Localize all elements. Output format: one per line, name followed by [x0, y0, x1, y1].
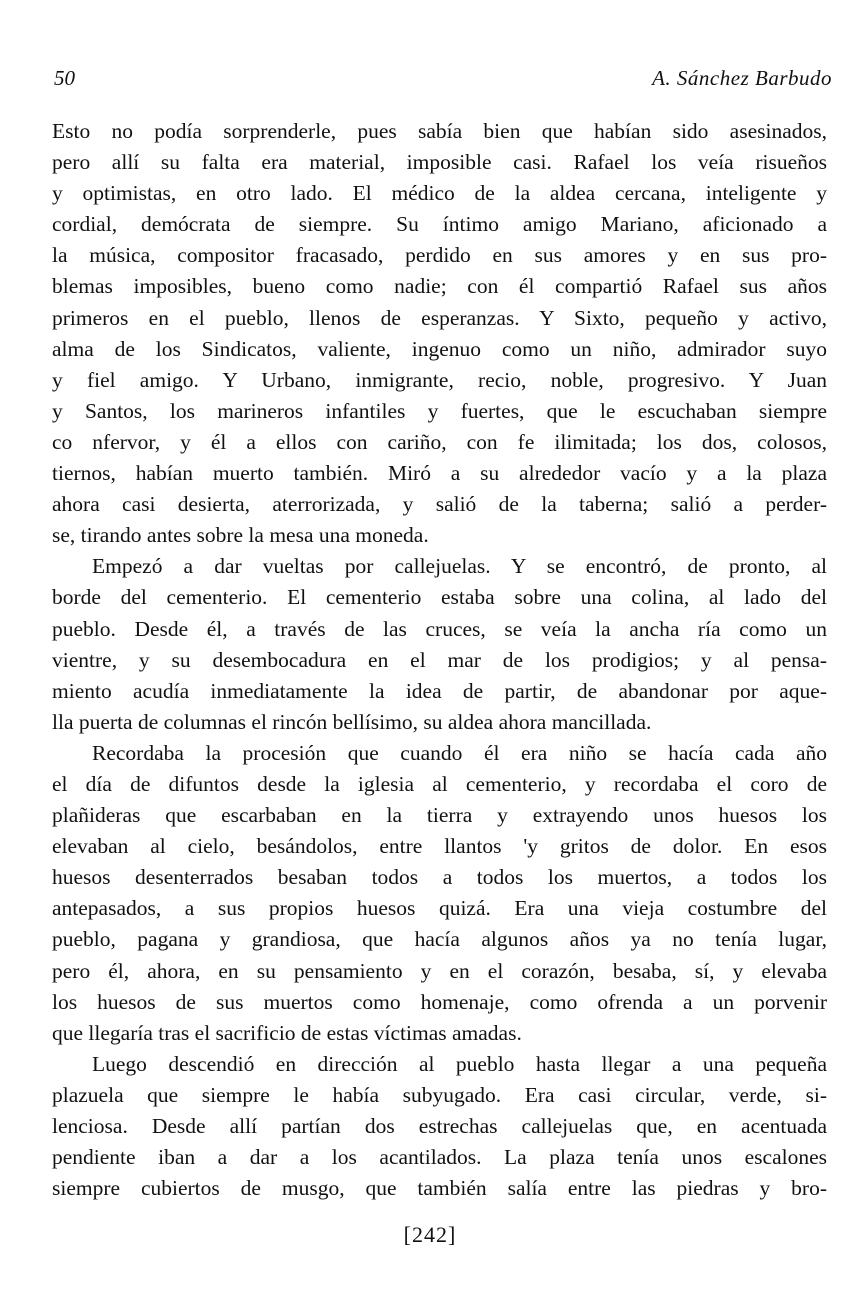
text-line: y fiel amigo. Y Urbano, inmigrante, recio, noble, progresivo. Y Juan: [52, 367, 827, 392]
text-line: lla puerta de columnas el rincón bellísimo, su aldea ahora mancillada.: [52, 709, 652, 734]
paragraph: [52, 1049, 827, 1204]
text-line: borde del cementerio. El cementerio estaba sobre una colina, al lado del: [52, 585, 827, 610]
text-line: los huesos de sus muertos como homenaje, como ofrenda a un porvenir: [52, 989, 827, 1014]
body-text: [52, 116, 827, 1204]
text-line: Esto no podía sorprenderle, pues sabía bien que habían sido asesinados,: [52, 119, 827, 143]
text-line: pueblo. Desde él, a través de las cruces, se veía la ancha ría como un: [52, 616, 827, 641]
text-line: pero él, ahora, en su pensamiento y en el corazón, besaba, sí, y elevaba: [52, 958, 827, 983]
page-number: 50: [54, 66, 75, 90]
text-line: blemas imposibles, bueno como nadie; con él compartió Rafael sus años: [52, 274, 827, 299]
text-line: antepasados, a sus propios huesos quizá. Era una vieja costumbre del: [52, 896, 827, 921]
text-line: siempre cubiertos de musgo, que también salía entre las piedras y bro-: [52, 1176, 827, 1201]
text-line: plañideras que escarbaban en la tierra y extrayendo unos huesos los: [52, 803, 827, 828]
text-line: Luego descendió en dirección al pueblo hasta llegar a una pequeña: [92, 1051, 827, 1076]
page-footer-marker: [242]: [403, 1222, 457, 1247]
text-line: lenciosa. Desde allí partían dos estrechas callejuelas que, en acentuada: [52, 1114, 827, 1138]
text-line: co nfervor, y él a ellos con cariño, con fe ilimitada; los dos, colosos,: [52, 429, 827, 454]
text-line: ahora casi desierta, aterrorizada, y salió de la taberna; salió a perder-: [52, 492, 827, 517]
text-line: cordial, demócrata de siempre. Su íntimo amigo Mariano, aficionado a: [52, 212, 827, 237]
text-line: la música, compositor fracasado, perdido en sus amores y en sus pro-: [52, 243, 827, 268]
text-line: Recordaba la procesión que cuando él era niño se hacía cada año: [92, 740, 827, 765]
paragraph: [52, 551, 827, 738]
text-line: miento acudía inmediatamente la idea de partir, de abandonar por aque-: [52, 678, 827, 703]
page-header: [52, 66, 832, 96]
text-line: pueblo, pagana y grandiosa, que hacía algunos años ya no tenía lugar,: [52, 927, 827, 952]
text-line: pero allí su falta era material, imposible casi. Rafael los veía risueños: [52, 150, 827, 175]
text-line: primeros en el pueblo, llenos de esperanzas. Y Sixto, pequeño y activo,: [52, 305, 827, 330]
text-line: y optimistas, en otro lado. El médico de la aldea cercana, inteligente y: [52, 181, 827, 206]
text-line: huesos desenterrados besaban todos a todos los muertos, a todos los: [52, 865, 827, 890]
text-line: alma de los Sindicatos, valiente, ingenuo como un niño, admirador suyo: [52, 336, 827, 361]
text-line: vientre, y su desembocadura en el mar de los prodigios; y al pensa-: [52, 647, 827, 672]
text-line: plazuela que siempre le había subyugado. Era casi circular, verde, si-: [52, 1082, 827, 1107]
running-head: A. Sánchez Barbudo: [652, 66, 832, 90]
paragraph: [52, 738, 827, 1049]
text-line: que llegaría tras el sacrificio de estas víctimas amadas.: [52, 1020, 522, 1045]
text-line: el día de difuntos desde la iglesia al cementerio, y recordaba el coro de: [52, 771, 827, 796]
text-line: elevaban al cielo, besándolos, entre llantos 'y gritos de dolor. En esos: [52, 834, 827, 859]
text-line: tiernos, habían muerto también. Miró a su alrededor vacío y a la plaza: [52, 461, 827, 486]
text-line: Empezó a dar vueltas por callejuelas. Y se encontró, de pronto, al: [92, 554, 827, 579]
text-line: pendiente iban a dar a los acantilados. La plaza tenía unos escalones: [52, 1145, 827, 1170]
paragraph: [52, 116, 827, 551]
text-line: se, tirando antes sobre la mesa una moneda.: [52, 523, 429, 548]
text-line: y Santos, los marineros infantiles y fuertes, que le escuchaban siempre: [52, 398, 827, 423]
